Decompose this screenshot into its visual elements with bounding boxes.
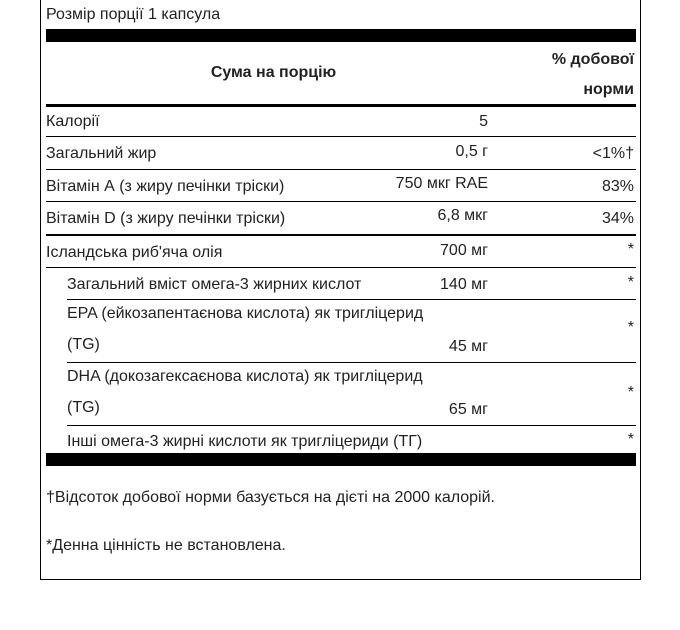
nutrient-amount: 45 мг bbox=[448, 338, 488, 355]
nutrient-name: Вітамін А (з жиру печінки тріски) bbox=[46, 178, 285, 195]
nutrient-name: Ісландська риб'яча олія bbox=[46, 244, 223, 261]
supplement-facts-panel bbox=[40, 0, 641, 580]
nutrient-row-vitamin-a bbox=[46, 170, 636, 202]
nutrient-name-line2: (TG) bbox=[67, 336, 100, 353]
footnote-daily-value-basis: †Відсоток добової норми базується на дієті на 2000 калорій. bbox=[46, 489, 495, 506]
nutrient-amount: 700 мг bbox=[440, 242, 488, 259]
nutrient-name: Вітамін D (з жиру печінки тріски) bbox=[46, 210, 286, 227]
nutrient-name: Калорії bbox=[46, 113, 100, 130]
nutrient-amount: 5 bbox=[479, 113, 488, 130]
nutrient-row-vitamin-d bbox=[46, 202, 636, 236]
nutrient-row-calories bbox=[46, 107, 636, 137]
top-thick-rule bbox=[46, 29, 636, 42]
nutrient-name-line1: DHA (докозагексаєнова кислота) як тригліцерид bbox=[67, 368, 423, 385]
nutrient-amount: 6,8 мкг bbox=[437, 207, 488, 224]
nutrient-row-other-omega3 bbox=[67, 426, 636, 454]
nutrient-name-line2: (TG) bbox=[67, 399, 100, 416]
nutrient-row-total-omega3 bbox=[67, 268, 636, 300]
nutrient-daily-value: 83% bbox=[601, 178, 634, 195]
bottom-thick-rule bbox=[46, 453, 636, 466]
daily-value-header bbox=[552, 45, 634, 105]
daily-value-header-line1: % добової bbox=[551, 51, 634, 68]
nutrient-row-epa bbox=[67, 300, 636, 363]
nutrient-amount: 65 мг bbox=[448, 401, 488, 418]
nutrient-daily-value: <1%† bbox=[592, 145, 634, 162]
nutrient-name-line1: EPA (ейкозапентаєнова кислота) як тригліцерид bbox=[67, 305, 424, 322]
nutrient-name: Інші омега-3 жирні кислоти як тригліцериди (ТГ) bbox=[67, 433, 423, 450]
nutrient-daily-value: 34% bbox=[601, 210, 634, 227]
nutrient-name: Загальний жир bbox=[46, 145, 157, 162]
nutrient-row-fish-oil bbox=[46, 236, 636, 268]
nutrient-name: Загальний вміст омега-3 жирних кислот bbox=[67, 276, 362, 293]
nutrient-daily-value: * bbox=[627, 274, 634, 291]
nutrient-row-total-fat bbox=[46, 137, 636, 170]
amount-per-serving-header: Сума на порцію bbox=[210, 64, 337, 81]
nutrient-amount: 750 мкг RAE bbox=[395, 175, 488, 192]
nutrient-daily-value: * bbox=[627, 319, 634, 336]
daily-value-header-line2: норми bbox=[583, 81, 634, 98]
nutrient-daily-value: * bbox=[627, 384, 634, 401]
serving-size: Розмір порції 1 капсула bbox=[46, 6, 221, 23]
nutrient-daily-value: * bbox=[627, 431, 634, 448]
nutrient-row-dha bbox=[67, 363, 636, 426]
footnote-not-established: *Денна цінність не встановлена. bbox=[46, 537, 286, 554]
nutrient-amount: 140 мг bbox=[440, 276, 488, 293]
nutrient-daily-value: * bbox=[627, 241, 634, 258]
nutrient-amount: 0,5 г bbox=[455, 143, 488, 160]
